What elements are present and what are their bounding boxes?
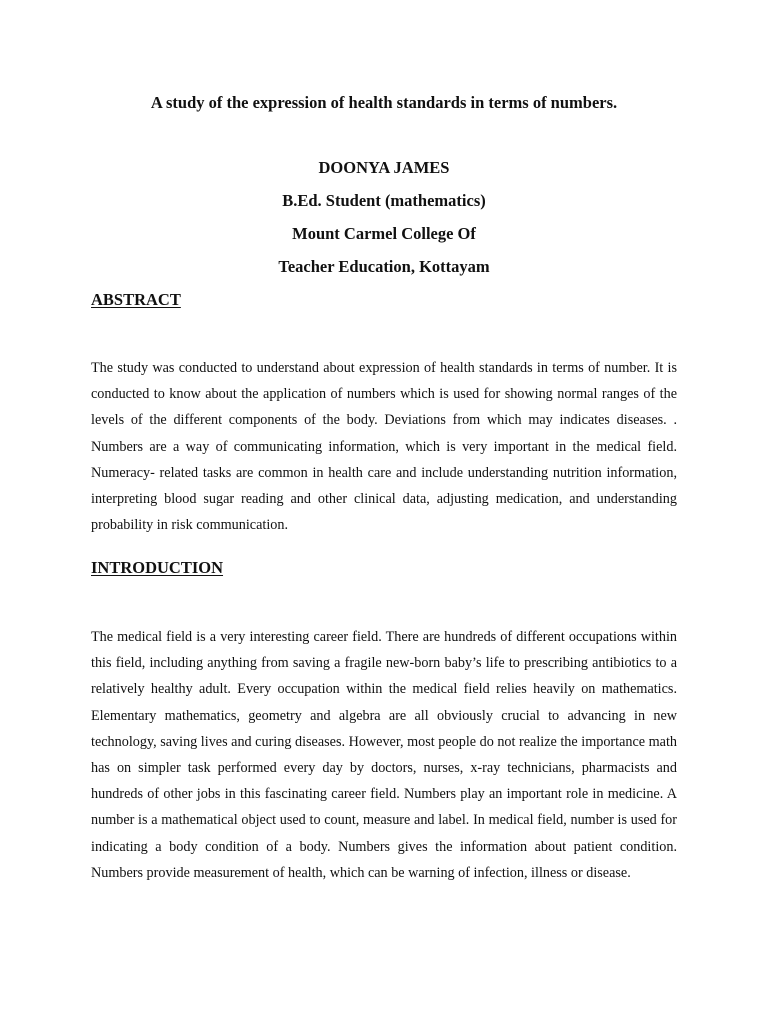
abstract-paragraph: The study was conducted to understand about expression of health standards in terms of number. It is conducted to know about the application of numbers which is used for showing normal ranges of the levels of the different components of the body. Deviations from which may indicates diseases. . Numbers are a way of communicating information, which is very important in the medical field. Numeracy- related tasks are common in health care and include understanding nutrition information, interpreting blood sugar reading and other clinical data, adjusting medication, and understanding probability in risk communication. [91, 360, 677, 534]
author-institution-line-2: Teacher Education, Kottayam [278, 257, 490, 276]
author-role: B.Ed. Student (mathematics) [282, 191, 486, 210]
abstract-heading: ABSTRACT [91, 290, 181, 309]
paper-title: A study of the expression of health standards in terms of numbers. [150, 93, 618, 112]
author-institution-line-1: Mount Carmel College Of [292, 224, 476, 243]
author-block [0, 157, 768, 289]
introduction-paragraph: The medical field is a very interesting career field. There are hundreds of different occupations within this field, including anything from saving a fragile new-born baby’s life to prescribing antibiotics to a relatively healthy adult. Every occupation within the medical field relies heavily on mathematics. Elementary mathematics, geometry and algebra are all obviously crucial to advancing in new technology, saving lives and curing diseases. However, most people do not realize the importance math has on simpler task performed every day by doctors, nurses, x-ray technicians, pharmacists and hundreds of other jobs in this fascinating career field. Numbers play an important role in medicine. A number is a mathematical object used to count, measure and label. In medical field, number is used for indicating a body condition of a body. Numbers gives the information about patient condition. Numbers provide measurement of health, which can be warning of infection, illness or disease. [91, 629, 677, 881]
author-name: DOONYA JAMES [318, 158, 450, 177]
introduction-heading: INTRODUCTION [91, 558, 224, 577]
